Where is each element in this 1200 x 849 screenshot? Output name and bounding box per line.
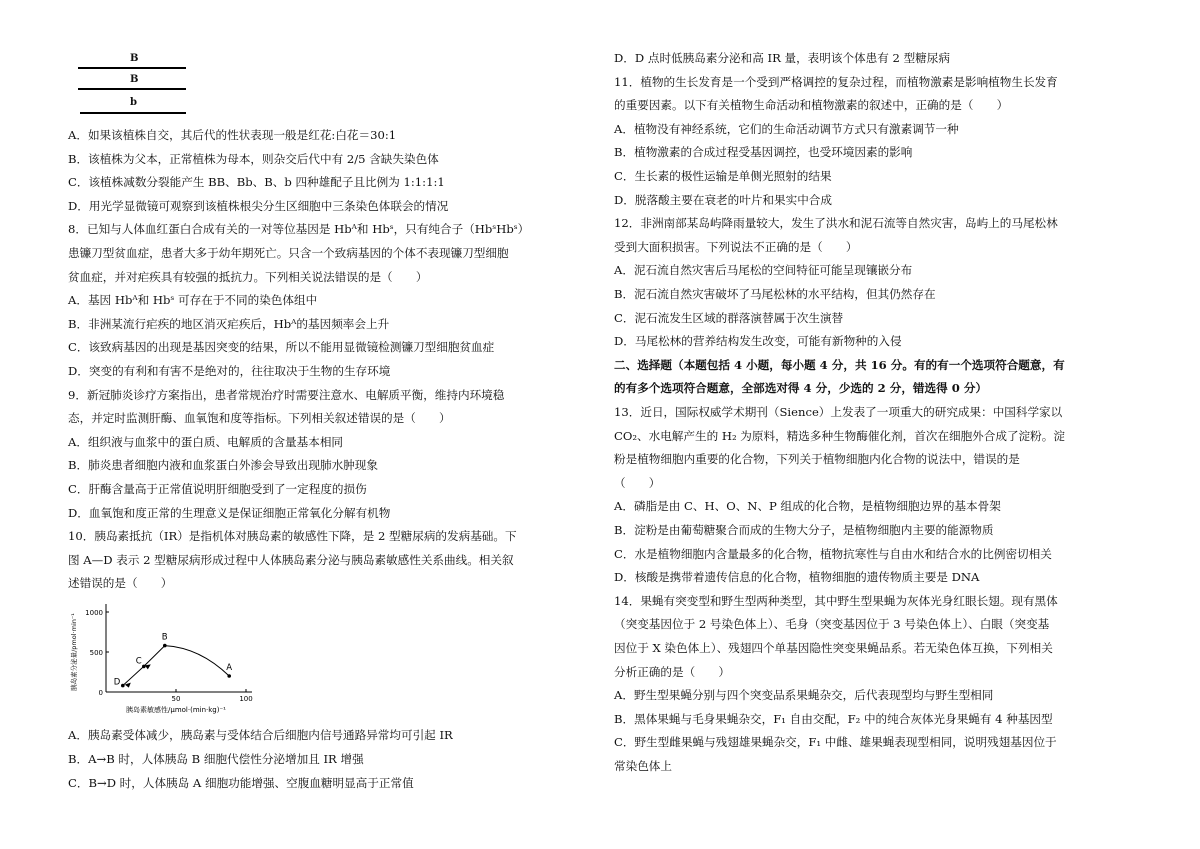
text-line: A．组织液与血浆中的蛋白质、电解质的含量基本相同 [68,434,344,449]
text-line: 8．已知与人体血红蛋白合成有关的一对等位基因是 Hbᴬ和 Hbˢ，只有纯合子（HbˢHbˢ） [68,222,530,237]
y-tick-label: 0 [98,689,103,697]
text-line: C．B→D 时，人体胰岛 A 细胞功能增强、空腹血糖明显高于正常值 [68,776,414,790]
text-line: C．肝酶含量高于正常值说明肝细胞受到了一定程度的损伤 [68,482,367,496]
text-line: B．植物激素的合成过程受基因调控，也受环境因素的影响 [614,145,913,160]
x-tick-label: 100 [239,695,253,703]
point-label: A [226,663,233,673]
text-line: C．野生型雌果蝇与残翅雄果蝇杂交，F₁ 中雌、雄果蝇表现型相同，说明残翅基因位于 [614,735,1057,750]
x-tick-label: 50 [171,695,181,703]
text-line: 态，并定时监测肝酶、血氧饱和度等指标。下列相关叙述错误的是（ ） [68,411,451,426]
chromosome-figure [78,48,198,116]
y-tick-label: 1000 [85,609,103,617]
text-line: 述错误的是（ ） [68,576,173,591]
text-line: 受到大面积损害。下列说法不正确的是（ ） [614,239,858,254]
point-label: D [113,677,121,688]
text-line: 患镰刀型贫血症，患者大多于幼年期死亡。只含一个致病基因的个体不表现镰刀型细胞 [68,246,509,260]
text-line: 分析正确的是（ ） [614,664,730,679]
text-line: D．用光学显微镜可观察到该植株根尖分生区细胞中三条染色体联会的情况 [68,198,449,213]
text-line: C．生长素的极性运输是单侧光照射的结果 [614,169,832,183]
allele-label: B [130,74,139,85]
text-line: 的有多个选项符合题意，全部选对得 4 分，少选的 2 分，错选得 0 分） [614,381,988,396]
text-line: A．基因 Hbᴬ和 Hbˢ 可存在于不同的染色体组中 [68,293,318,308]
text-line: C．该植株减数分裂能产生 BB、Bb、B、b 四种雄配子且比例为 1:1:1:1 [68,175,445,190]
text-line: D．脱落酸主要在衰老的叶片和果实中合成 [614,192,832,207]
text-line: C．泥石流发生区域的群落演替属于次生演替 [614,310,844,325]
chromosome-bar [80,112,186,114]
text-line: A．泥石流自然灾害后马尾松的空间特征可能呈现镶嵌分布 [614,263,913,278]
text-line: A．植物没有神经系统，它们的生命活动调节方式只有激素调节一种 [614,121,959,136]
text-line: B．非洲某流行疟疾的地区消灭疟疾后，Hbᴬ的基因频率会上升 [68,316,390,331]
text-line: A．野生型果蝇分别与四个突变品系果蝇杂交，后代表现型均与野生型相同 [614,688,994,703]
text-line: B．泥石流自然灾害破坏了马尾松林的水平结构，但其仍然存在 [614,287,936,301]
data-point [163,644,167,648]
text-line: A．磷脂是由 C、H、O、N、P 组成的化合物，是植物细胞边界的基本骨架 [614,499,1001,514]
text-line: D．D 点时低胰岛素分泌和高 IR 量，表明该个体患有 2 型糖尿病 [614,51,950,65]
text-line: A．胰岛素受体减少，胰岛素与受体结合后细胞内信号通路异常均可引起 IR [68,728,453,742]
text-line: 因位于 X 染色体上）、残翅四个单基因隐性突变果蝇品系。若无染色体互换，下列相关 [614,641,1053,655]
text-line: B．A→B 时，人体胰岛 B 细胞代偿性分泌增加且 IR 增强 [68,752,364,766]
y-tick-label: 500 [89,649,103,657]
text-line: D．血氧饱和度正常的生理意义是保证细胞正常氧化分解有机物 [68,505,391,520]
text-line: D．核酸是携带着遗传信息的化合物，植物细胞的遗传物质主要是 DNA [614,570,980,585]
y-axis-label: 胰岛素分泌量/pmol·min⁻¹ [70,613,78,691]
point-label: B [161,632,168,643]
allele-label: B [130,53,139,64]
text-line: D．马尾松林的营养结构发生改变，可能有新物种的入侵 [614,334,902,349]
text-line: 贫血症，并对疟疾具有较强的抵抗力。下列相关说法错误的是（ ） [68,269,428,284]
text-line: 12．非洲南部某岛屿降雨量较大，发生了洪水和泥石流等自然灾害，岛屿上的马尾松林 [614,216,1058,231]
text-line: 11．植物的生长发育是一个受到严格调控的复杂过程，而植物激素是影响植物生长发育 [614,74,1058,89]
text-line: （突变基因位于 2 号染色体上）、毛身（突变基因位于 3 号染色体上）、白眼（突变基 [614,617,1050,632]
text-line: B．淀粉是由葡萄糖聚合而成的生物大分子，是植物细胞内主要的能源物质 [614,523,994,537]
text-line: 粉是植物细胞内重要的化合物，下列关于植物细胞内化合物的说法中，错误的是 [614,452,1020,467]
text-line: B．该植株为父本，正常植株为母本，则杂交后代中有 2/5 含缺失染色体 [68,151,439,166]
text-line: C．水是植物细胞内含量最多的化合物，植物抗寒性与自由水和结合水的比例密切相关 [614,546,1052,561]
text-line: 14．果蝇有突变型和野生型两种类型，其中野生型果蝇为灰体光身红眼长翅。现有黑体 [614,593,1058,608]
data-point [227,674,231,678]
text-line: 10．胰岛素抵抗（IR）是指机体对胰岛素的敏感性下降，是 2 型糖尿病的发病基础。下 [68,529,517,544]
x-axis-label: 胰岛素敏感性/μmol·(min·kg)⁻¹ [126,706,226,714]
chromosome-bar [78,67,186,69]
data-point [142,665,146,669]
text-line: 图 A—D 表示 2 型糖尿病形成过程中人体胰岛素分泌与胰岛素敏感性关系曲线。相关叙 [68,552,514,567]
text-line: D．突变的有利和有害不是绝对的，往往取决于生物的生存环境 [68,364,391,378]
text-line: B．黑体果蝇与毛身果蝇杂交，F₁ 自由交配，F₂ 中的纯合灰体光身果蝇有 4 种基因型 [614,711,1053,726]
text-line: C．该致病基因的出现是基因突变的结果，所以不能用显微镜检测镰刀型细胞贫血症 [68,340,495,355]
text-line: 的重要因素。以下有关植物生命活动和植物激素的叙述中，正确的是（ ） [614,98,1009,113]
text-line: 常染色体上 [614,759,672,773]
chromosome-bar [78,88,186,90]
text-line: （ ） [614,475,661,490]
data-point [121,684,125,688]
insulin-chart-svg [68,600,258,722]
text-line: 13．近日，国际权威学术期刊（Sience）上发表了一项重大的研究成果：中国科学家以 [614,405,1063,419]
insulin-chart [68,600,258,720]
text-line: 二、选择题（本题包括 4 小题，每小题 4 分，共 16 分。有的有一个选项符合题意，有 [614,357,1065,372]
text-line: CO₂、水电解产生的 H₂ 为原料，精选多种生物酶催化剂，首次在细胞外合成了淀粉。淀 [614,428,1065,443]
point-label: C [135,656,142,667]
text-line: A．如果该植株自交，其后代的性状表现一般是红花:白花＝30:1 [68,128,397,142]
allele-label: b [130,97,137,108]
text-line: B．肺炎患者细胞内液和血浆蛋白外渗会导致出现肺水肿现象 [68,458,378,473]
text-line: 9．新冠肺炎诊疗方案指出，患者常规治疗时需要注意水、电解质平衡，维持内环境稳 [68,387,505,402]
